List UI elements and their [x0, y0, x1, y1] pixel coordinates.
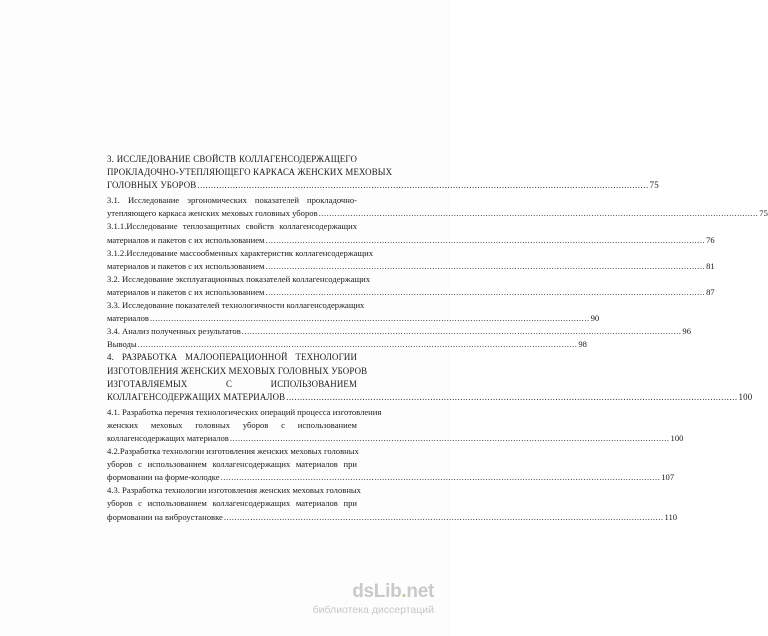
toc-entry-text: уборов с использованием коллагенсодержащих материалов при: [107, 498, 357, 509]
toc-leader-dots: [197, 179, 648, 192]
toc-page-number: 100: [738, 391, 753, 402]
watermark-logo-right: net: [406, 581, 434, 602]
toc-entry-line: [107, 497, 357, 510]
toc-entry-line-with-page[interactable]: [107, 207, 768, 220]
toc-entry-line-with-page[interactable]: [107, 286, 715, 299]
toc-entry-line-with-page[interactable]: [107, 234, 715, 247]
toc-entry-text: 3. ИССЛЕДОВАНИЕ СВОЙСТВ КОЛЛАГЕНСОДЕРЖАЩЕГО: [107, 154, 357, 164]
toc-entry-line-with-page[interactable]: [107, 432, 684, 445]
watermark-logo-dot: .: [401, 581, 407, 602]
toc-leader-dots: [319, 207, 759, 220]
toc-entry-text: ГОЛОВНЫХ УБОРОВ: [107, 180, 197, 191]
toc-entry-text: уборов с использованием коллагенсодержащих материалов при: [107, 459, 357, 470]
toc-entry-line: [107, 484, 361, 497]
toc-entry-text: 3.3. Исследование показателей технологичности коллагенсодержащих: [107, 300, 365, 311]
toc-leader-dots: [221, 471, 661, 484]
toc-entry-line: [107, 378, 357, 391]
toc-entry-line-with-page[interactable]: [107, 471, 675, 484]
toc-page-number: 98: [578, 339, 587, 350]
toc-leader-dots: [242, 325, 682, 338]
toc-leader-dots: [138, 338, 578, 351]
toc-entry-line-with-page[interactable]: [107, 511, 678, 524]
toc-entry-line: [107, 299, 365, 312]
toc-entry-text: 3.1. Исследование эргономических показателей прокладочно-: [107, 195, 357, 206]
toc-entry-line: [107, 406, 382, 419]
toc-page-number: 75: [649, 180, 659, 191]
toc-entry-line-with-page[interactable]: [107, 312, 600, 325]
table-of-contents: [107, 153, 768, 524]
watermark: [284, 582, 434, 618]
toc-entry-line: [107, 365, 368, 378]
toc-entry-line: [107, 445, 357, 458]
toc-entry-text: Выводы: [107, 339, 137, 350]
toc-entry-text: ПРОКЛАДОЧНО-УТЕПЛЯЮЩЕГО КАРКАСА ЖЕНСКИХ МЕХОВЫХ: [107, 167, 393, 178]
toc-entry-text: материалов и пакетов с их использованием: [107, 260, 265, 271]
toc-entry-text: 4.1. Разработка перечня технологических операций процесса изготовления: [107, 406, 382, 417]
toc-entry-line: [107, 194, 357, 207]
toc-page-number: 81: [706, 260, 715, 271]
toc-page-number: 90: [590, 313, 600, 324]
toc-entry-text: формовании на форме-колодке: [107, 472, 220, 483]
toc-page-number: 110: [664, 511, 678, 522]
toc-leader-dots: [286, 391, 737, 404]
toc-entry-text: 3.1.2.Исследование массообменных характеристик коллагенсодержащих: [107, 247, 374, 258]
toc-entry-text: женских меховых головных уборов с использованием: [107, 419, 357, 430]
toc-entry-text: ИЗГОТАВЛЯЕМЫХ С ИСПОЛЬЗОВАНИЕМ: [107, 378, 357, 389]
toc-entry-text: КОЛЛАГЕНСОДЕРЖАЩИХ МАТЕРИАЛОВ: [107, 391, 286, 402]
toc-entry-line-with-page[interactable]: [107, 338, 587, 351]
toc-entry-line: [107, 458, 357, 471]
toc-entry-text: 4.3. Разработка технологии изготовления женских меховых головных: [107, 485, 361, 496]
toc-page-number: 100: [670, 432, 684, 443]
toc-entry-text: формовании на виброустановке: [107, 511, 223, 522]
toc-entry-text: материалов и пакетов с их использованием: [107, 286, 265, 297]
toc-entry-text: коллагенсодержащих материалов: [107, 432, 229, 443]
toc-page-number: 87: [706, 286, 715, 297]
toc-entry-line-with-page[interactable]: [107, 179, 659, 192]
toc-entry-text: 3.2. Исследование эксплуатационных показателей коллагенсодержащих: [107, 273, 371, 284]
toc-entry-text: материалов: [107, 313, 149, 324]
toc-leader-dots: [265, 260, 705, 273]
toc-entry-line-with-page[interactable]: [107, 260, 715, 273]
toc-entry-text: 4.2.Разработка технологии изготовления женских меховых головных: [107, 446, 359, 457]
toc-entry-line: [107, 153, 357, 166]
toc-entry-text: ИЗГОТОВЛЕНИЯ ЖЕНСКИХ МЕХОВЫХ ГОЛОВНЫХ УБОРОВ: [107, 365, 368, 376]
watermark-subtitle: библиотека диссертаций: [312, 604, 434, 616]
toc-page-number: 75: [759, 208, 768, 219]
toc-entry-text: 4. РАЗРАБОТКА МАЛООПЕРАЦИОННОЙ ТЕХНОЛОГИИ: [107, 352, 357, 363]
watermark-logo[interactable]: [352, 582, 434, 602]
toc-entry-line-with-page[interactable]: [107, 325, 691, 338]
toc-page-number: 96: [682, 326, 691, 337]
toc-entry-text: 3.1.1.Исследование теплозащитных свойств коллагенсодержащих: [107, 221, 357, 232]
toc-page-number: 107: [661, 472, 675, 483]
toc-entry-line: [107, 273, 371, 286]
toc-page-number: 76: [706, 234, 715, 245]
toc-entry-line: [107, 166, 393, 179]
toc-entry-line: [107, 351, 357, 364]
toc-entry-line: [107, 419, 357, 432]
toc-leader-dots: [150, 312, 590, 325]
toc-leader-dots: [224, 511, 664, 524]
toc-leader-dots: [230, 432, 670, 445]
toc-entry-text: утепляющего каркаса женских меховых головных уборов: [107, 208, 318, 219]
toc-entry-line: [107, 247, 374, 260]
toc-leader-dots: [265, 286, 705, 299]
toc-entry-text: материалов и пакетов с их использованием: [107, 234, 265, 245]
toc-entry-line: [107, 220, 357, 233]
toc-leader-dots: [265, 234, 705, 247]
watermark-logo-left: dsLib: [352, 581, 402, 602]
toc-entry-text: 3.4. Анализ полученных результатов: [107, 326, 241, 337]
toc-entry-line-with-page[interactable]: [107, 391, 753, 404]
